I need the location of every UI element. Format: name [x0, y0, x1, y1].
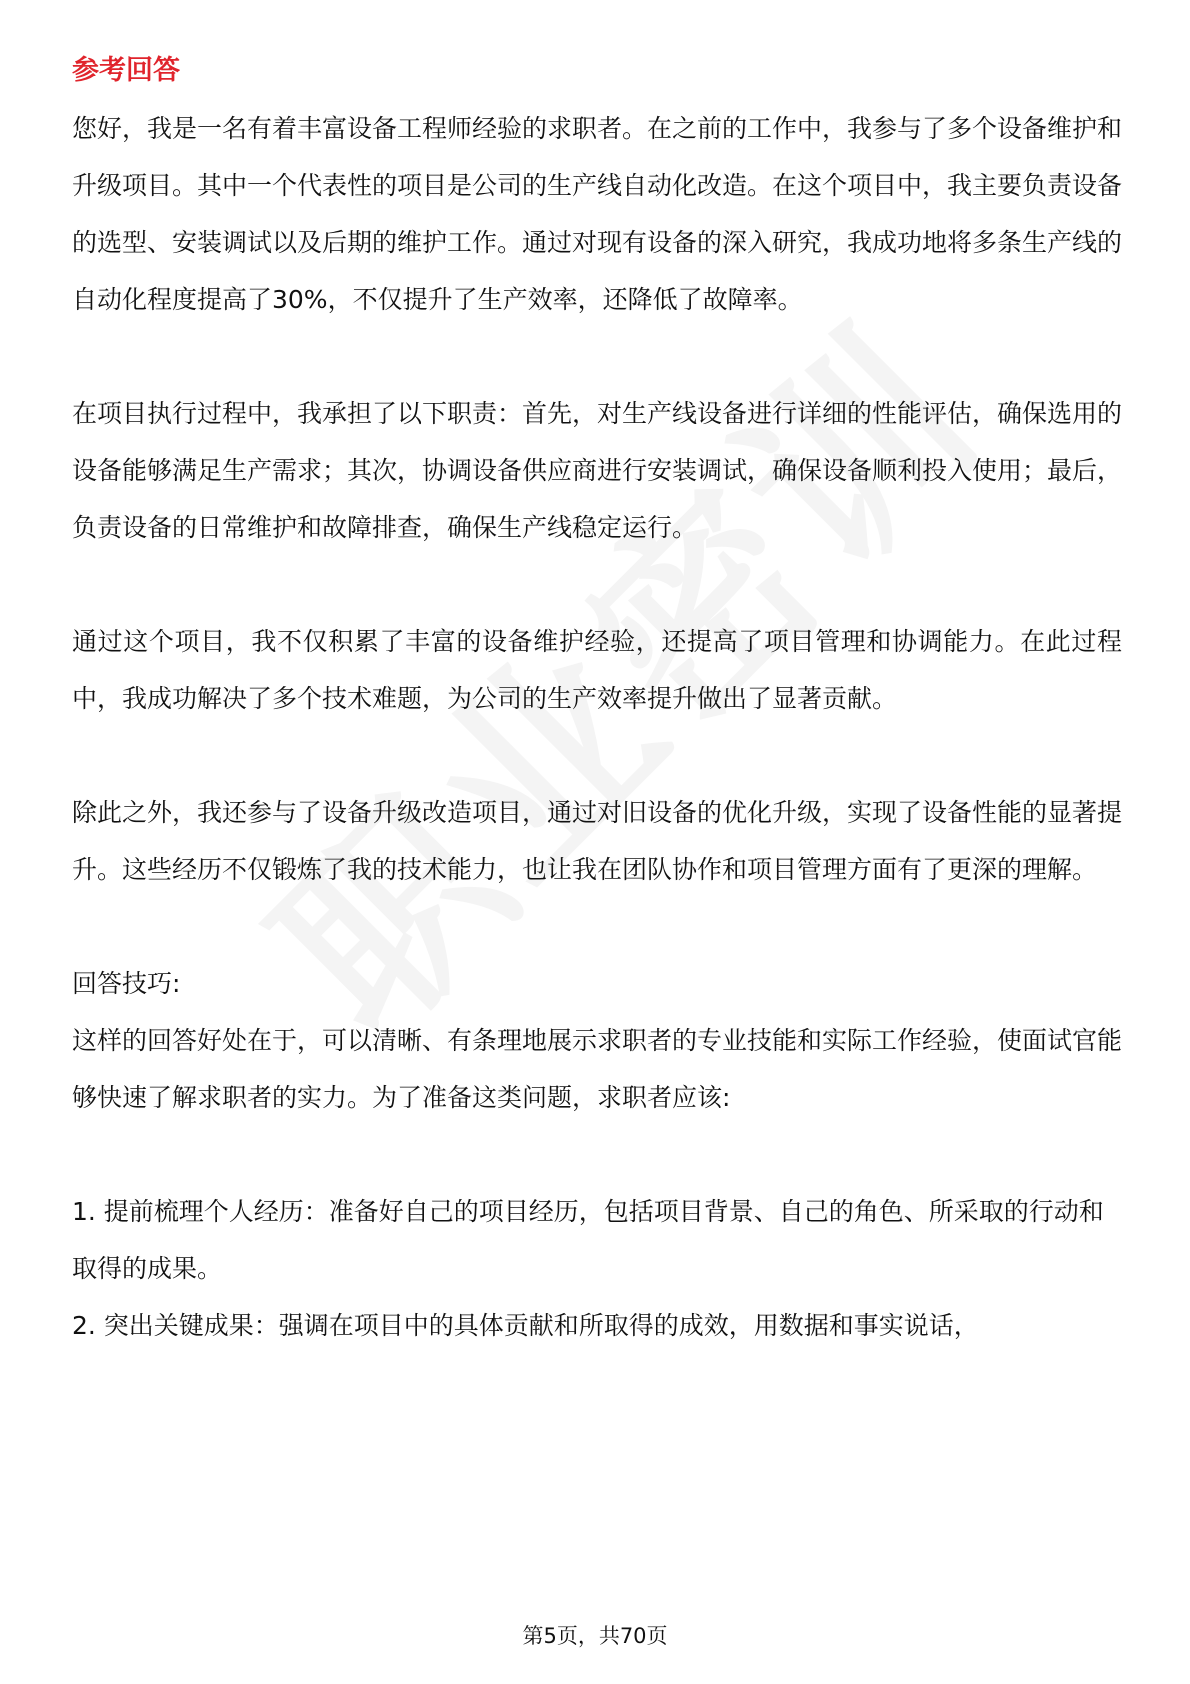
tips-intro: 这样的回答好处在于，可以清晰、有条理地展示求职者的专业技能和实际工作经验，使面试官能够快速了解求职者的实力。为了准备这类问题，求职者应该: [72, 1026, 1123, 1112]
paragraph-spacer [72, 1126, 1122, 1183]
paragraph-spacer [72, 556, 1122, 613]
answer-paragraph-3: 通过这个项目，我不仅积累了丰富的设备维护经验，还提高了项目管理和协调能力。在此过程中，我成功解决了多个技术难题，为公司的生产效率提升做出了显著贡献。 [72, 627, 1122, 713]
tips-list-item-1: 1. 提前梳理个人经历：准备好自己的项目经历，包括项目背景、自己的角色、所采取的行动和取得的成果。 [72, 1197, 1104, 1283]
answer-paragraph-2: 在项目执行过程中，我承担了以下职责：首先，对生产线设备进行详细的性能评估，确保选用的设备能够满足生产需求；其次，协调设备供应商进行安装调试，确保设备顺利投入使用；最后，负责设备的日常维护和故障排查，确保生产线稳定运行。 [72, 399, 1123, 542]
section-heading: 参考回答 [72, 55, 180, 86]
page-number-footer: 第5页，共70页 [522, 1624, 668, 1648]
tips-title: 回答技巧: [72, 969, 181, 998]
paragraph-spacer [72, 328, 1122, 385]
answer-paragraph-1: 您好，我是一名有着丰富设备工程师经验的求职者。在之前的工作中，我参与了多个设备维护和升级项目。其中一个代表性的项目是公司的生产线自动化改造。在这个项目中，我主要负责设备的选型、安装调试以及后期的维护工作。通过对现有设备的深入研究，我成功地将多条生产线的自动化程度提高了30%，不仅提升了生产效率，还降低了故障率。 [72, 114, 1123, 314]
paragraph-spacer [72, 727, 1122, 784]
paragraph-spacer [72, 898, 1122, 955]
answer-paragraph-4: 除此之外，我还参与了设备升级改造项目，通过对旧设备的优化升级，实现了设备性能的显著提升。这些经历不仅锻炼了我的技术能力，也让我在团队协作和项目管理方面有了更深的理解。 [72, 798, 1123, 884]
document-body [72, 50, 1122, 1354]
tips-list-item-2: 2. 突出关键成果：强调在项目中的具体贡献和所取得的成效，用数据和事实说话， [72, 1311, 979, 1340]
